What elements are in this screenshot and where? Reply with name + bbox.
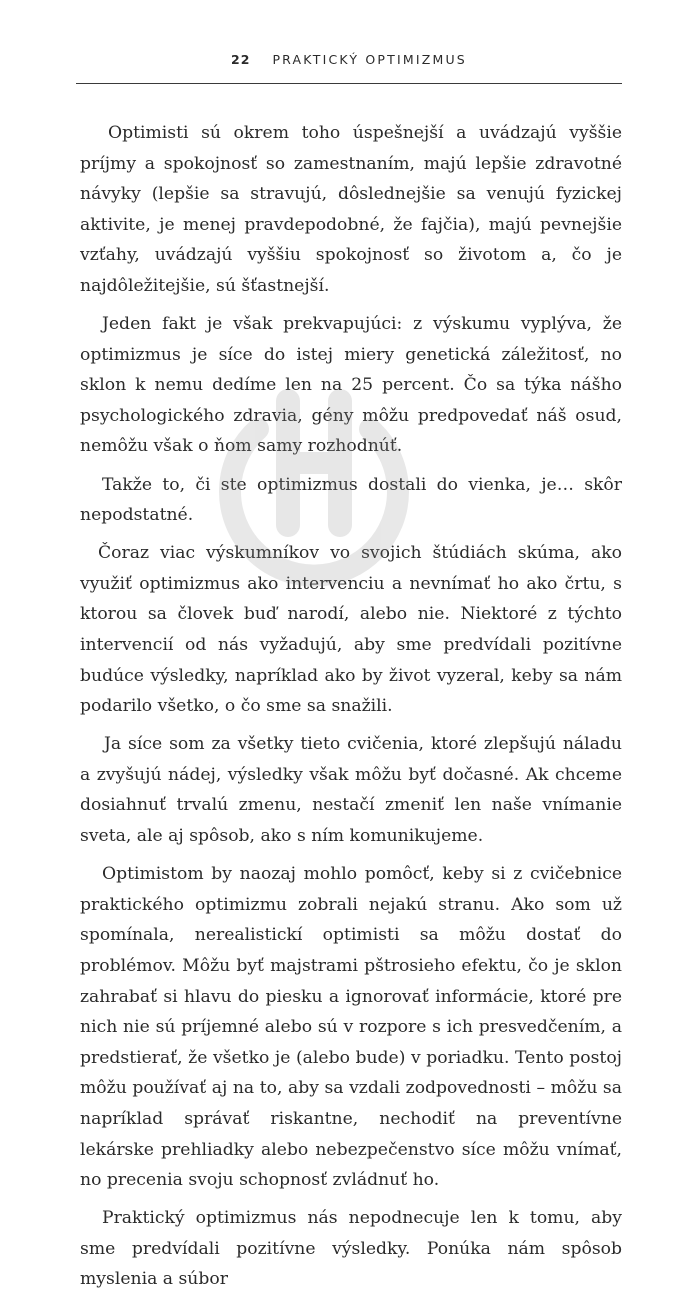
paragraph: Takže to, či ste optimizmus dostali do vienka, je… skôr nepodstatné. bbox=[80, 474, 622, 526]
paragraph: Praktický optimizmus nás nepodnecuje len k tomu, aby sme predvídali pozitívne výsledky. Ponúka nám spôsob myslenia a súbor bbox=[80, 1208, 622, 1290]
running-header bbox=[76, 52, 622, 67]
header-rule bbox=[76, 83, 622, 84]
running-title: PRAKTICKÝ OPTIMIZMUS bbox=[272, 52, 467, 67]
paragraph: Optimistom by naozaj mohlo pomôcť, keby si z cvičebnice praktického optimizmu zobrali nejakú stranu. Ako som už spomínala, nerealistickí optimisti sa môžu dostať do problémov. Môžu byť majstrami pštrosieho efektu, čo je sklon zahrabať si hlavu do piesku a ignorovať informácie, ktoré pre nich nie sú príjemné alebo sú v rozpore s ich presvedčením, a predstierať, že všetko je (alebo bude) v poriadku. Tento postoj môžu používať aj na to, aby sa vzdali zodpovednosti – môžu sa napríklad správať riskantne, nechodiť na preventívne lekárske prehliadky alebo nebezpečenstvo síce môžu vnímať, no precenia svoju schopnosť zvládnuť ho. bbox=[80, 864, 622, 1191]
paragraph: Optimisti sú okrem toho úspešnejší a uvádzajú vyššie príjmy a spokojnosť so zamestnaním, majú lepšie zdravotné návyky (lepšie sa stravujú, dôslednejšie sa venujú fyzickej aktivite, je menej pravdepodobné, že fajčia), majú pevnejšie vzťahy, uvádzajú vyššiu spokojnosť so životom a, čo je najdôležitejšie, sú šťastnejší. bbox=[80, 123, 622, 296]
body-text bbox=[80, 118, 622, 1302]
paragraph: Ja síce som za všetky tieto cvičenia, ktoré zlepšujú náladu a zvyšujú nádej, výsledky však môžu byť dočasné. Ak chceme dosiahnuť trvalú zmenu, nestačí zmeniť len naše vnímanie sveta, ale aj spôsob, ako s ním komunikujeme. bbox=[80, 734, 622, 847]
paragraph: Čoraz viac výskumníkov vo svojich štúdiách skúma, ako využiť optimizmus ako intervenciu a nevnímať ho ako črtu, s ktorou sa človek buď narodí, alebo nie. Niektoré z týchto intervencií od nás vyžadujú, aby sme predvídali pozitívne budúce výsledky, napríklad ako by život vyzeral, keby sa nám podarilo všetko, o čo sme sa snažili. bbox=[80, 543, 622, 717]
paragraph: Jeden fakt je však prekvapujúci: z výskumu vyplýva, že optimizmus je síce do istej miery genetická záležitosť, no sklon k nemu dedíme len na 25 percent. Čo sa týka nášho psychologického zdravia, gény môžu predpovedať náš osud, nemôžu však o ňom samy rozhodnúť. bbox=[80, 314, 622, 457]
page-number: 22 bbox=[231, 52, 251, 67]
